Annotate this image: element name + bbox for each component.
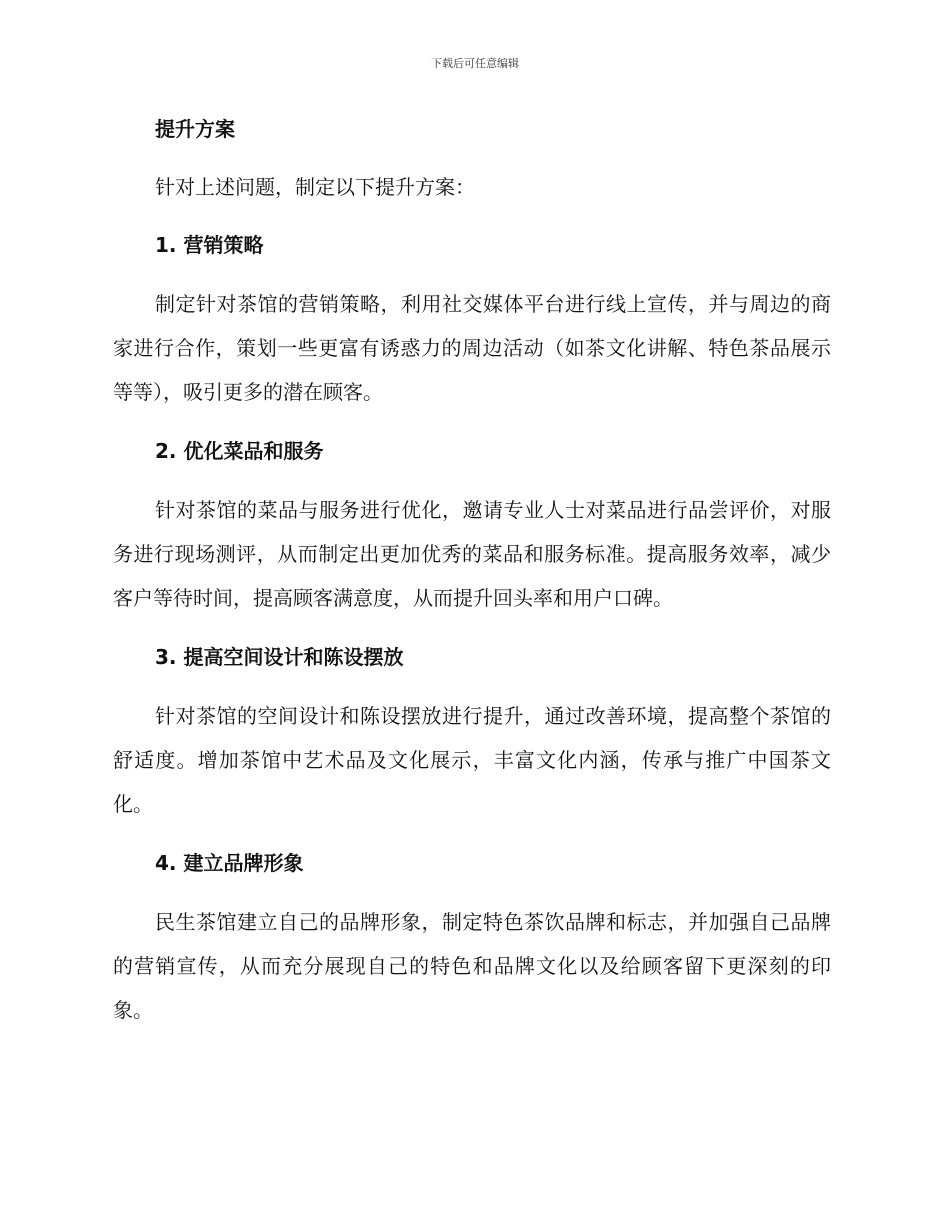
paragraph-optimize-dishes-service: 针对茶馆的菜品与服务进行优化，邀请专业人士对菜品进行品尝评价，对服务进行现场测评，从而制定出更加优秀的菜品和服务标准。提高服务效率，减少客户等待时间，提高顾客满意度，从而提升回头率和用户口碑。: [113, 498, 831, 610]
section-title: 提升方案: [155, 117, 235, 141]
heading-optimize-dishes-service: 2. 优化菜品和服务: [155, 439, 324, 463]
page-header-note: 下载后可任意编辑: [431, 57, 519, 70]
paragraph-space-design: 针对茶馆的空间设计和陈设摆放进行提升，通过改善环境，提高整个茶馆的舒适度。增加茶馆中艺术品及文化展示，丰富文化内涵，传承与推广中国茶文化。: [113, 704, 831, 816]
document-body: [113, 108, 831, 1048]
heading-space-design: 3. 提高空间设计和陈设摆放: [155, 645, 404, 669]
intro-paragraph: 针对上述问题，制定以下提升方案：: [155, 175, 475, 199]
paragraph-brand-image: 民生茶馆建立自己的品牌形象，制定特色茶饮品牌和标志，并加强自己品牌的营销宣传，从而充分展现自己的特色和品牌文化以及给顾客留下更深刻的印象。: [113, 910, 831, 1022]
paragraph-marketing-strategy: 制定针对茶馆的营销策略，利用社交媒体平台进行线上宣传，并与周边的商家进行合作，策划一些更富有诱惑力的周边活动（如茶文化讲解、特色茶品展示等等），吸引更多的潜在顾客。: [113, 292, 831, 404]
heading-marketing-strategy: 1. 营销策略: [155, 233, 264, 257]
heading-brand-image: 4. 建立品牌形象: [155, 851, 304, 875]
